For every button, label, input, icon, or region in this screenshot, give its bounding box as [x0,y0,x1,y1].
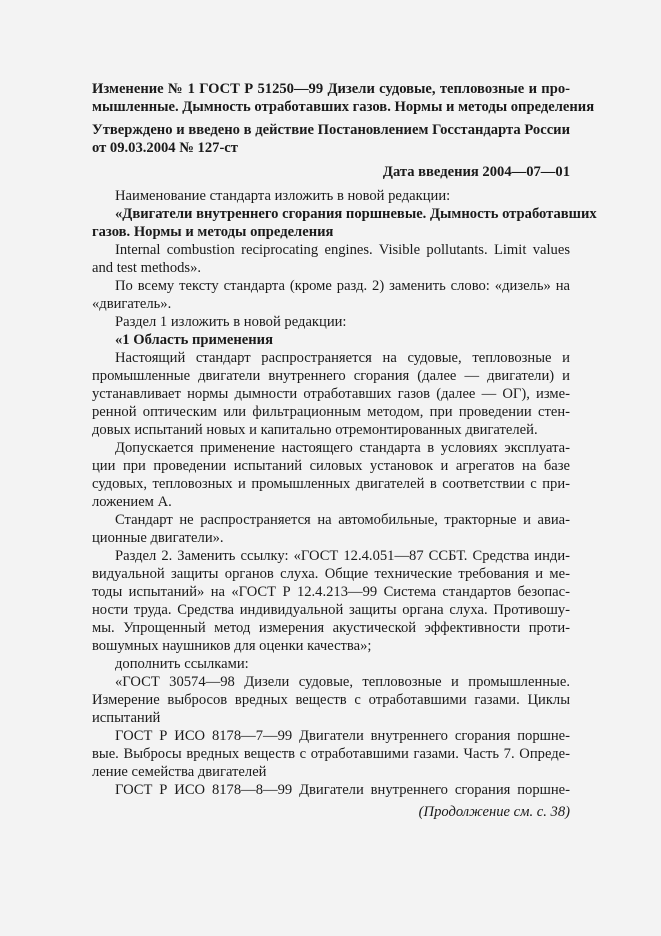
body-line: ренной оптическим или фильтрационным методом, при проведении стен- [92,404,570,420]
body-line: Раздел 2. Заменить ссылку: «ГОСТ 12.4.051—87 ССБТ. Средства инди- [115,548,570,564]
body-line: испытаний [92,710,161,726]
body-line: ление семейства двигателей [92,764,267,780]
body-line: тоды испытаний» на «ГОСТ Р 12.4.213—99 Система стандартов безопас- [92,584,570,600]
body-line: ции при проведении испытаний силовых установок и агрегатов на базе [92,458,570,474]
body-line: довых испытаний новых и капитально отремонтированных двигателей. [92,422,538,438]
body-line: мы. Упрощенный метод измерения акустической эффективности проти- [92,620,570,636]
body-line: ционные двигатели». [92,530,224,546]
body-line: видуальной защиты органов слуха. Общие технические требования и ме- [92,566,570,582]
body-line: судовых, тепловозных и промышленных двигателей в соответствии с при- [92,476,570,492]
body-line: and test methods». [92,260,202,276]
body-line: газов. Нормы и методы определения [92,224,334,240]
approval-line-1: Утверждено и введено в действие Постановлением Госстандарта России [92,122,570,138]
title-line-1: Изменение № 1 ГОСТ Р 51250—99 Дизели судовые, тепловозные и про- [92,81,570,97]
body-line: Настоящий стандарт распространяется на судовые, тепловозные и [115,350,570,366]
body-line: Internal combustion reciprocating engines. Visible pollutants. Limit values [115,242,570,258]
body-line: «Двигатели внутреннего сгорания поршневые. Дымность отработавших [115,206,597,222]
body-line: Стандарт не распространяется на автомобильные, тракторные и авиа- [115,512,570,528]
body-line: ГОСТ Р ИСО 8178—7—99 Двигатели внутреннего сгорания поршне- [115,728,570,744]
section-heading: «1 Область применения [115,332,273,348]
body-line: Измерение выбросов вредных веществ с отработавшими газами. Циклы [92,692,570,708]
body-line: устанавливает нормы дымности отработавших газов (далее — ОГ), изме- [92,386,570,402]
body-line: Раздел 1 изложить в новой редакции: [115,314,347,330]
approval-line-2: от 09.03.2004 № 127-ст [92,140,238,156]
body-line: дополнить ссылками: [115,656,249,672]
body-line: промышленные двигатели внутреннего сгорания (далее — двигатели) и [92,368,570,384]
body-line: вошумных наушников для оценки качества»; [92,638,372,654]
body-line: Допускается применение настоящего стандарта в условиях эксплуата- [115,440,570,456]
body-line: ложением А. [92,494,172,510]
title-line-2: мышленные. Дымность отработавших газов. Нормы и методы определения [92,99,595,115]
body-line: ГОСТ Р ИСО 8178—8—99 Двигатели внутреннего сгорания поршне- [115,782,570,798]
body-line: ности труда. Средства индивидуальной защиты органа слуха. Противошу- [92,602,570,618]
continuation-note: (Продолжение см. с. 38) [418,804,570,820]
body-line: По всему тексту стандарта (кроме разд. 2) заменить слово: «дизель» на [115,278,570,294]
body-line: «двигатель». [92,296,172,312]
body-line: Наименование стандарта изложить в новой редакции: [115,188,451,204]
body-line: вые. Выбросы вредных веществ с отработавшими газами. Часть 7. Опреде- [92,746,570,762]
effective-date: Дата введения 2004—07—01 [382,164,570,180]
body-line: «ГОСТ 30574—98 Дизели судовые, тепловозные и промышленные. [115,674,570,690]
